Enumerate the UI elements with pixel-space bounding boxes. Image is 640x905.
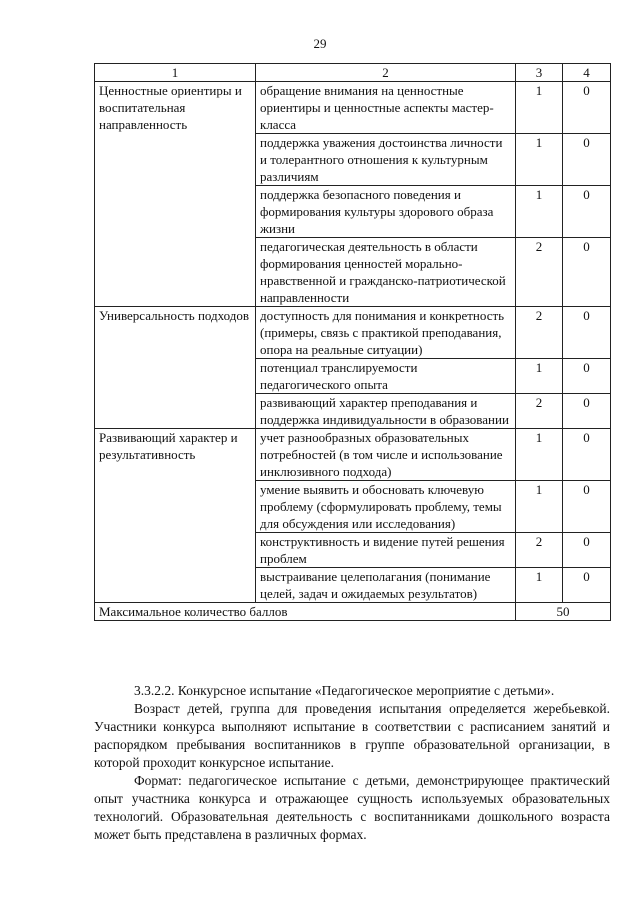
indicator-cell: доступность для понимания и конкретность (примеры, связь с практикой преподавания, опора на реальные ситуации) (256, 307, 516, 359)
table-row (95, 429, 611, 481)
header-col-4: 4 (563, 64, 611, 82)
paragraph-2: Формат: педагогическое испытание с детьми, демонстрирующее практический опыт участника конкурса и отражающее сущность используемых образовательных технологий. Образовательная деятельность с воспитанниками дошкольного возраста может быть представлена в различных формах. (94, 773, 610, 842)
indicator-cell: потенциал транслируемости педагогического опыта (256, 359, 516, 394)
criterion-cell: Развивающий характер и результативность (95, 429, 256, 603)
body-text (94, 682, 610, 844)
score-cell: 0 (563, 533, 611, 568)
table-row (95, 307, 611, 359)
max-score-cell: 1 (516, 359, 563, 394)
table-header-row (95, 64, 611, 82)
paragraph-1: Возраст детей, группа для проведения испытания определяется жеребьевкой. Участники конкурса выполняют испытание в соответствии с расписанием занятий и распорядком пребывания воспитанников в группе образовательной организации, в которой проходит конкурсное испытание. (94, 701, 610, 770)
indicator-cell: обращение внимания на ценностные ориентиры и ценностные аспекты мастер-класса (256, 82, 516, 134)
score-cell: 0 (563, 82, 611, 134)
max-score-cell: 1 (516, 568, 563, 603)
indicator-cell: конструктивность и видение путей решения проблем (256, 533, 516, 568)
indicator-cell: педагогическая деятельность в области формирования ценностей морально-нравственной и гражданско-патриотической направленности (256, 238, 516, 307)
max-score-cell: 1 (516, 134, 563, 186)
total-label: Максимальное количество баллов (95, 603, 516, 621)
header-col-2: 2 (256, 64, 516, 82)
score-cell: 0 (563, 429, 611, 481)
max-score-cell: 1 (516, 186, 563, 238)
max-score-cell: 2 (516, 307, 563, 359)
max-score-cell: 1 (516, 82, 563, 134)
table-row (95, 82, 611, 134)
header-col-3: 3 (516, 64, 563, 82)
criterion-cell: Ценностные ориентиры и воспитательная направленность (95, 82, 256, 307)
score-cell: 0 (563, 238, 611, 307)
score-cell: 0 (563, 568, 611, 603)
score-cell: 0 (563, 186, 611, 238)
max-score-cell: 2 (516, 394, 563, 429)
criterion-cell: Универсальность подходов (95, 307, 256, 429)
page-number: 29 (313, 36, 327, 51)
score-cell: 0 (563, 307, 611, 359)
max-score-cell: 2 (516, 238, 563, 307)
header-col-1: 1 (95, 64, 256, 82)
max-score-cell: 1 (516, 429, 563, 481)
indicator-cell: развивающий характер преподавания и поддержка индивидуальности в образовании (256, 394, 516, 429)
score-cell: 0 (563, 394, 611, 429)
section-heading: 3.3.2.2. Конкурсное испытание «Педагогическое мероприятие с детьми». (134, 683, 555, 698)
score-cell: 0 (563, 134, 611, 186)
max-score-cell: 2 (516, 533, 563, 568)
total-value: 50 (516, 603, 611, 621)
criteria-table (94, 63, 611, 621)
indicator-cell: учет разнообразных образовательных потребностей (в том числе и использование инклюзивного подхода) (256, 429, 516, 481)
max-score-cell: 1 (516, 481, 563, 533)
score-cell: 0 (563, 481, 611, 533)
indicator-cell: выстраивание целеполагания (понимание целей, задач и ожидаемых результатов) (256, 568, 516, 603)
indicator-cell: поддержка безопасного поведения и формирования культуры здорового образа жизни (256, 186, 516, 238)
indicator-cell: умение выявить и обосновать ключевую проблему (сформулировать проблему, темы для обсуждения или исследования) (256, 481, 516, 533)
score-cell: 0 (563, 359, 611, 394)
total-row (95, 603, 611, 621)
indicator-cell: поддержка уважения достоинства личности и толерантного отношения к культурным различиям (256, 134, 516, 186)
